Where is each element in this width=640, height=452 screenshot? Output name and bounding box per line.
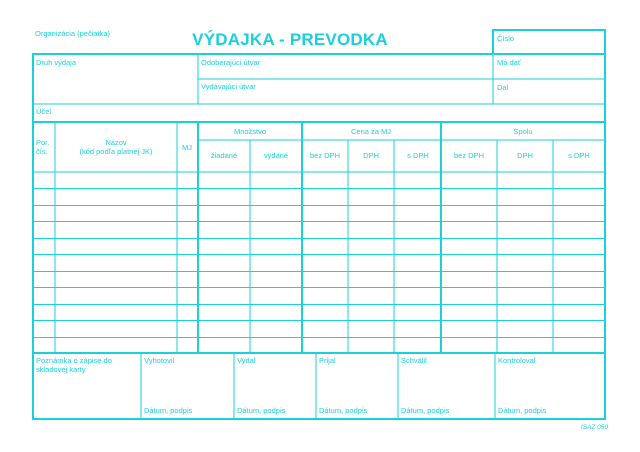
issuing-unit-label: Vydávajúci útvar (201, 82, 256, 91)
col-unit-header: MJ (182, 143, 192, 152)
prepared-label: Vyhotovil (144, 356, 175, 365)
total-excl-vat-header: bez DPH (453, 151, 485, 160)
unit-price-vat-header: DPH (363, 151, 379, 160)
approved-date-sign: Dátum, podpis (401, 406, 450, 415)
note-label: Poznámka o zápise do skladovej karty (36, 356, 112, 374)
checked-date-sign: Dátum, podpis (498, 406, 547, 415)
col-name-subheader: (kód podľa platnej JK) (79, 147, 153, 156)
col-name-header: Názov (105, 138, 127, 147)
total-incl-vat-header: s DPH (568, 151, 590, 160)
organization-label: Organizácia (pečiatka) (35, 29, 111, 38)
quantity-issued-header: vydané (263, 151, 289, 160)
number-label: Číslo (497, 34, 515, 43)
checked-label: Kontroloval (498, 356, 536, 365)
form-code: ISAZ 050 (580, 424, 608, 431)
credit-label: Dal (497, 83, 509, 92)
received-label: Prijal (319, 356, 336, 365)
approved-label: Schválil (401, 356, 427, 365)
quantity-requested-header: žiadané (210, 151, 238, 160)
col-number-header: Por. čís. (36, 138, 50, 156)
issued-date-sign: Dátum, podpis (237, 406, 286, 415)
quantity-group-header: Množstvo (233, 127, 267, 136)
total-vat-header: DPH (517, 151, 533, 160)
unit-price-incl-vat-header: s DPH (407, 151, 429, 160)
total-group-header: Spolu (513, 127, 533, 136)
unit-price-group-header: Cena za MJ (350, 127, 392, 136)
account-label: Účel (36, 107, 52, 116)
unit-price-excl-vat-header: bez DPH (309, 151, 341, 160)
issued-by-label: Vydal (237, 356, 256, 365)
issue-type-label: Druh výdaja (36, 58, 77, 67)
received-date-sign: Dátum, podpis (319, 406, 368, 415)
form-title: VÝDAJKA - PREVODKA (192, 30, 388, 49)
debit-label: Má dať (497, 58, 521, 67)
prepared-date-sign: Dátum, podpis (144, 406, 193, 415)
receiving-unit-label: Odoberajúci útvar (201, 58, 261, 67)
